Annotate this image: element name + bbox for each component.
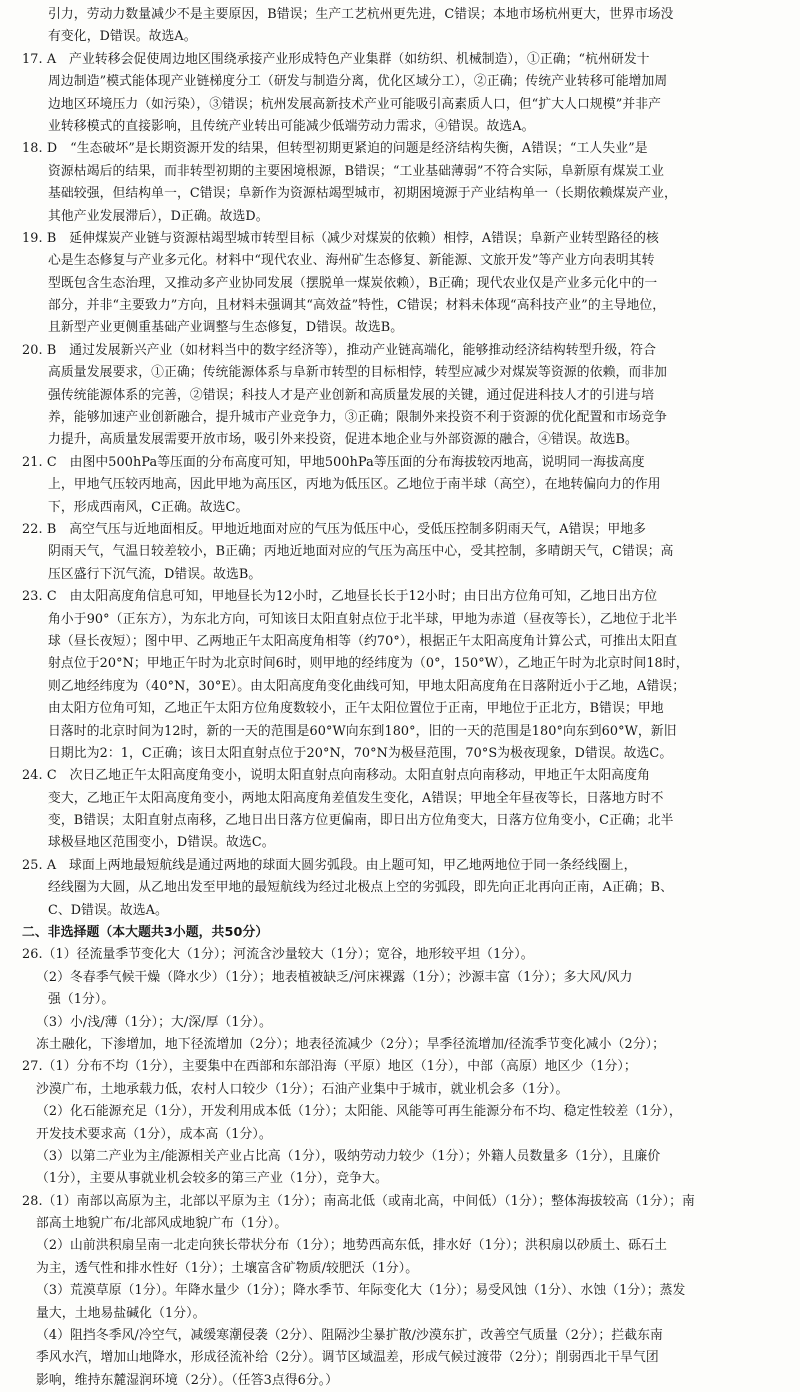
text-line: 球极昼地区范围变小，D错误。故选C。 (48, 835, 275, 851)
text-line: 24. C 次日乙地正午太阳高度角变小，说明太阳直射点向南移动。太阳直射点向南移动，甲地正午太阳高度角 (22, 768, 650, 784)
text-line: 日期比为2：1，C正确；该日太阳直射点位于20°N，70°N为极昼范围，70°S为极夜现象，D错误。故选C。 (48, 745, 673, 761)
text-line: 20. B 通过发展新兴产业（如材料当中的数字经济等），推动产业链高端化，能够推动经济结构转型升级，符合 (22, 342, 657, 358)
text-line: 量大，土地易盐碱化（1分）。 (36, 1305, 206, 1321)
text-line: 变大，乙地正午太阳高度角变小，两地太阳高度角差值发生变化，A错误；甲地全年昼夜等长，日落地方时不 (48, 790, 664, 806)
text-line: 有变化，D错误。故选A。 (48, 29, 197, 45)
text-line: 部分，并非“主要致力”方向，且材料未强调其“高效益”特性，C错误；材料未体现“高科技产业”的主导地位， (48, 298, 666, 314)
text-line: 18. D “生态破坏”是长期资源开发的结果，但转型初期更紧迫的问题是经济结构失衡，A错误；“工人失业”是 (22, 141, 648, 157)
section-heading: 二、非选择题（本大题共3小题，共50分） (22, 925, 269, 941)
text-line: 沙漠广布，土地承载力低，农村人口较少（1分）；石油产业集中于城市，就业机会多（1分）。 (36, 1081, 569, 1097)
text-line: 基础较强，但结构单一，C错误；阜新作为资源枯竭型城市，初期困境源于产业结构单一（长期依赖煤炭产业， (48, 186, 677, 202)
text-line: 28.（1）南部以高原为主，北部以平原为主（1分）；南高北低（或南北高，中间低）（1分）；整体海拔较高（1分）；南 (22, 1193, 695, 1209)
text-line: 26.（1）径流量季节变化大（1分）；河流含沙量较大（1分）；宽谷，地形较平坦（1分）。 (22, 947, 534, 963)
text-line: （2）冬春季气候干燥（降水少）（1分）；地表植被缺乏/河床裸露（1分）；沙源丰富（1分）；多大风/风力 (36, 969, 633, 985)
text-line: 由太阳方位角可知，乙地正午太阳方位角度数较小，正午太阳位置位于正南，甲地位于正北方，B错误；甲地 (48, 701, 664, 717)
text-line: 角小于90°（正东方），为东北方向，可知该日太阳直射点位于北半球，甲地为赤道（昼夜等长），乙地位于北半 (48, 611, 678, 627)
text-line: （1分），主要从事就业机会较多的第三产业（1分），竞争大。 (36, 1171, 388, 1187)
text-line: 17. A 产业转移会促使周边地区围绕承接产业形成特色产业集群（如纺织、机械制造），①正确；“杭州研发十 (22, 51, 650, 67)
text-line: 21. C 由图中500hPa等压面的分布高度可知，甲地500hPa等压面的分布海拔较丙地高，说明同一海拔高度 (22, 454, 645, 470)
text-line: 经线圈为大圆，从乙地出发至甲地的最短航线为经过北极点上空的劣弧段，即先向正北再向正南，A正确；B、 (48, 880, 673, 896)
text-line: 开发技术要求高（1分），成本高（1分）。 (36, 1126, 272, 1142)
text-line: 27.（1）分布不均（1分），主要集中在西部和东部沿海（平原）地区（1分），中部（高原）地区少（1分）； (22, 1059, 637, 1075)
text-line: 资源枯竭后的结果，而非转型初期的主要困境根源，B错误；“工业基础薄弱”不符合实际，阜新原有煤炭工业 (48, 163, 665, 179)
text-line: 25. A 球面上两地最短航线是通过两地的球面大圆劣弧段。由上题可知，甲乙地两地位于同一条经线圈上， (22, 857, 637, 873)
text-line: 球（昼长夜短）；图中甲、乙两地正午太阳高度角相等（约70°），根据正午太阳高度角计算公式，可推出太阳直 (48, 633, 678, 649)
text-line: 季风水汽，增加山地降水，形成径流补给（2分）。调节区域温差，形成气候过渡带（2分）；削弱西北干旱气团 (36, 1350, 659, 1366)
text-line: 下，形成西南风，C正确。故选C。 (48, 499, 249, 515)
text-line: 压区盛行下沉气流，D错误。故选B。 (48, 566, 262, 582)
text-line: 高质量发展要求，①正确；传统能源体系与阜新市转型的目标相悖，转型应减少对煤炭等资源的依赖，而非加 (48, 365, 668, 381)
text-line: 引力，劳动力数量减少不是主要原因，B错误；生产工艺杭州更先进，C错误；本地市场杭州更大，世界市场没 (48, 7, 674, 22)
text-line: 23. C 由太阳高度角信息可知，甲地昼长为12小时，乙地昼长长于12小时；由日出方位角可知，乙地日出方位 (22, 589, 658, 605)
text-line: 型既包含生态治理，又推动多产业协同发展（摆脱单一煤炭依赖），B正确；现代农业仅是产业多元化中的一 (48, 275, 658, 291)
text-line: 部高土地貌广布/北部风成地貌广布（1分）。 (36, 1216, 288, 1232)
text-line: 冻土融化，下渗增加，地下径流增加（2分）；地表径流减少（2分）；旱季径流增加/径流季节变化减小（2分）； (36, 1036, 665, 1052)
text-line: （3）以第二产业为主/能源相关产业占比高（1分），吸纳劳动力较少（1分）；外籍人员数量多（1分），且廉价 (36, 1148, 661, 1164)
text-line: （4）阻挡冬季风/冷空气，减缓寒潮侵袭（2分）、阻隔沙尘暴扩散/沙漠东扩，改善空气质量（2分）；拦截东南 (36, 1328, 663, 1344)
text-line: 上，甲地气压较丙地高，因此甲地为高压区，丙地为低压区。乙地位于南半球（高空），在地转偏向力的作用 (48, 477, 661, 493)
text-line: 业转移模式的直接影响，且传统产业转出可能减少低端劳动力需求，④错误。故选A。 (48, 118, 535, 134)
text-line: （3）荒漠草原（1分）。年降水量少（1分）；降水季节、年际变化大（1分）；易受风蚀（1分）、水蚀（1分）；蒸发 (36, 1283, 686, 1299)
text-line: 射点位于20°N；甲地正午时为北京时间6时，则甲地的经纬度为（0°，150°W），乙地正午时为北京时间18时， (48, 656, 689, 672)
text-line: 且新型产业更侧重基础产业调整与生态修复，D错误。故选B。 (48, 320, 404, 336)
text-line: 阴雨天气，气温日较差较小，B正确；丙地近地面对应的气压为高压中心，受其控制，多晴朗天气，C错误；高 (48, 544, 674, 560)
text-line: 19. B 延伸煤炭产业链与资源枯竭型城市转型目标（减少对煤炭的依赖）相悖，A错误；阜新产业转型路径的核 (22, 230, 659, 246)
text-line: 变，B错误；太阳直射点南移，乙地日出日落方位更偏南，即日出方位角变大，日落方位角变小，C正确；北半 (48, 813, 674, 829)
text-line: 强（1分）。 (48, 992, 115, 1008)
text-line: 为主，透气性和排水性好（1分）；土壤富含矿物质/较肥沃（1分）。 (36, 1260, 419, 1276)
text-line: （3）小/浅/薄（1分）；大/深/厚（1分）。 (36, 1014, 272, 1030)
text-line: 22. B 高空气压与近地面相反。甲地近地面对应的气压为低压中心，受低压控制多阴雨天气，A错误；甲地多 (22, 521, 647, 537)
text-line: 其他产业发展滞后），D正确。故选D。 (48, 208, 269, 224)
text-line: 养，能够加速产业创新融合，提升城市产业竞争力，③正确；限制外来投资不利于资源的优化配置和市场竞争 (48, 410, 668, 426)
text-line: 强传统能源体系的完善，②错误；科技人才是产业创新和高质量发展的关键，通过促进科技人才的引进与培 (48, 387, 655, 403)
text-line: 影响，维持东麓湿润环境（2分）。（任答3点得6分。） (36, 1372, 339, 1388)
text-line: C、D错误。故选A。 (48, 902, 168, 918)
text-line: 边地区环境压力（如污染），③错误；杭州发展高新技术产业可能吸引高素质人口，但“扩大人口规模”并非产 (48, 96, 662, 112)
text-line: 日落时的北京时间为12时，新的一天的范围是60°W向东到180°，旧的一天的范围是180°向东到60°W，新旧 (48, 723, 677, 739)
text-line: 周边制造”模式能体现产业链梯度分工（研发与制造分离，优化区域分工），②正确；传统产业转移可能增加周 (48, 74, 668, 90)
text-line: （2）化石能源充足（1分），开发利用成本低（1分）；太阳能、风能等可再生能源分布不均、稳定性较差（1分）， (36, 1104, 682, 1120)
text-line: 则乙地经纬度为（40°N，30°E）。由太阳高度角变化曲线可知，甲地太阳高度角在日落附近小于乙地，A错误； (48, 678, 686, 694)
text-line: （2）山前洪积扇呈南一北走向狭长带状分布（1分）；地势西高东低，排水好（1分）；洪积扇以砂质土、砾石土 (36, 1238, 667, 1254)
text-line: 心是生态修复与产业多元化。材料中“现代农业、海州矿生态修复、新能源、文旅开发”等产业方向表明其转 (48, 253, 655, 269)
text-line: 力提升，高质量发展需要开放市场，吸引外来投资，促进本地企业与外部资源的融合，④错误。故选B。 (48, 432, 638, 448)
